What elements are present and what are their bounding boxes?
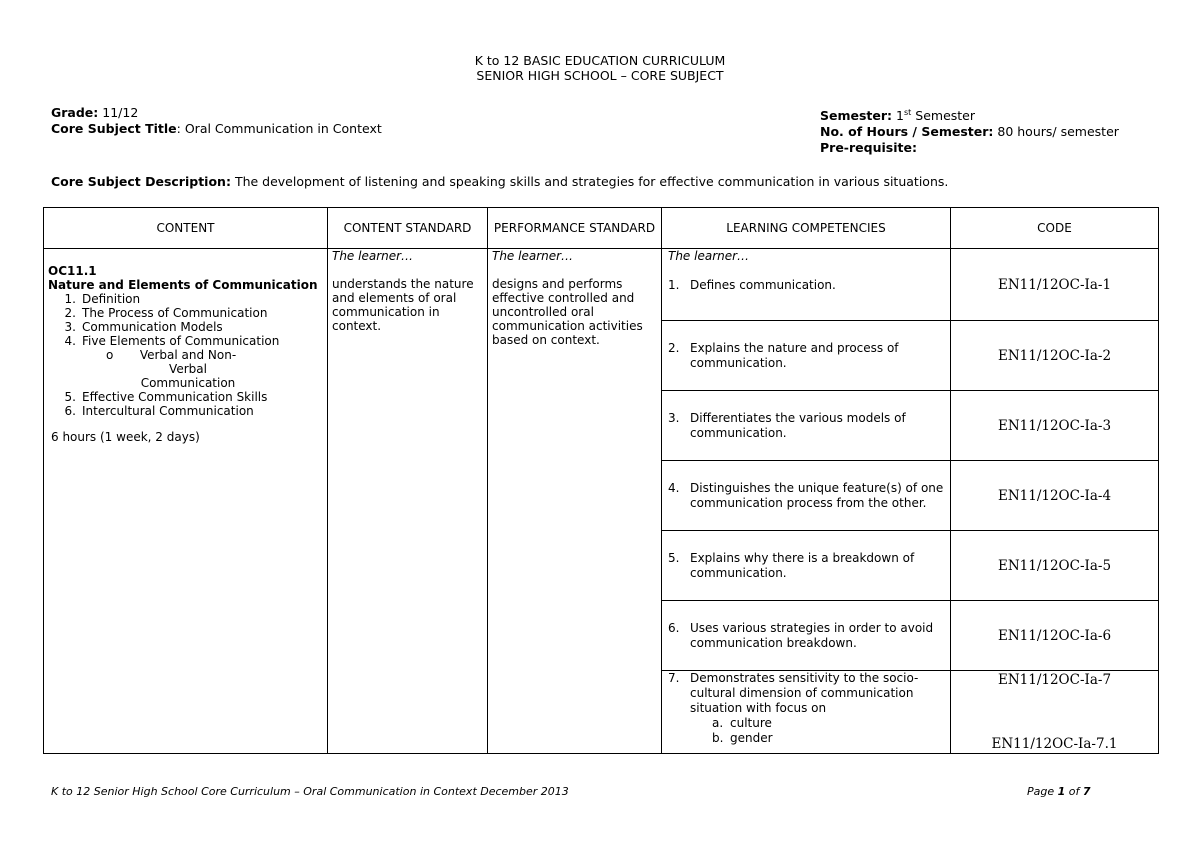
header-content-standard: CONTENT STANDARD [328,208,488,249]
content-cell [44,249,328,754]
semester-word: Semester [915,108,976,124]
competency-sub-item: b. gender [712,731,773,745]
competency-code: EN11/12OC-Ia-5 [951,531,1159,601]
curriculum-subtitle: SENIOR HIGH SCHOOL – CORE SUBJECT [476,68,724,83]
grade-value: 11/12 [102,105,139,120]
competency-cell [662,391,951,461]
competency-item: 6. Uses various strategies in order to avoid communication breakdown. [668,620,934,650]
list-item: 1. Definition [64,292,141,306]
semester-label: Semester: [820,108,893,124]
competency-item: 2. Explains the nature and process of communication. [668,340,899,370]
competency-code: EN11/12OC-Ia-2 [951,321,1159,391]
footer-title: K to 12 Senior High School Core Curriculum – Oral Communication in Context December 2013 [51,785,569,798]
competency-cell [662,671,951,754]
competency-item: 3. Differentiates the various models of communication. [668,410,906,440]
curriculum-table [43,207,1159,754]
grade-label: Grade: [51,105,99,120]
competency-item: 1. Defines communication. [668,278,836,292]
meta-left [51,105,382,137]
subject-title-label: Core Subject Title [51,121,177,136]
description-text: The development of listening and speaking skills and strategies for effective communication in various situations. [234,174,949,189]
competency-cell [662,531,951,601]
list-item: 4. Five Elements of Communication [64,334,280,348]
competency-code-cell [951,671,1159,754]
table-header-row [44,208,1159,249]
prerequisite-label: Pre-requisite: [820,140,917,156]
subject-title-value: : Oral Communication in Context [176,121,382,136]
competency-cell [662,461,951,531]
list-item: 6. Intercultural Communication [64,404,254,418]
competency-code: EN11/12OC-Ia-6 [951,601,1159,671]
document-header [0,53,1200,83]
meta-right [820,105,1119,156]
content-sub-item: o Verbal and Non-Verbal Communication [106,348,237,390]
description-label: Core Subject Description: [51,174,231,189]
competency-item: 4. Distinguishes the unique feature(s) of one communication process from the other. [668,480,944,510]
competency-code: EN11/12OC-Ia-4 [951,461,1159,531]
header-performance-standard: PERFORMANCE STANDARD [488,208,662,249]
competency-item: 7. Demonstrates sensitivity to the socio-cultural dimension of communication situation with focus on [668,671,919,715]
performance-standard-cell [488,249,662,754]
competency-code: EN11/12OC-Ia-3 [951,391,1159,461]
semester-sup: st [903,108,912,117]
table-row [44,249,1159,321]
hours-label: No. of Hours / Semester: [820,124,994,140]
semester-num: 1 [896,108,904,124]
competency-sub-code: EN11/12OC-Ia-7.1 [991,736,1118,752]
content-topic-list [48,292,323,348]
header-code: CODE [951,208,1159,249]
competency-cell [662,321,951,391]
curriculum-title: K to 12 BASIC EDUCATION CURRICULUM [474,53,726,68]
performance-standard-intro: The learner… [492,249,574,263]
header-content: CONTENT [44,208,328,249]
header-learning-competencies: LEARNING COMPETENCIES [662,208,951,249]
content-duration: 6 hours (1 week, 2 days) [51,430,200,444]
content-code: OC11.1 [48,264,97,278]
list-item: 3. Communication Models [64,320,223,334]
competency-code: EN11/12OC-Ia-7 [997,672,1112,688]
content-topic-list-2 [48,390,323,418]
list-item: 5. Effective Communication Skills [64,390,268,404]
competencies-intro: The learner… [668,249,750,263]
performance-standard-text: designs and performs effective controlled and uncontrolled oral communication activities based on context. [492,277,643,347]
content-standard-cell [328,249,488,754]
competency-sub-item: a. culture [712,716,772,730]
content-title: Nature and Elements of Communication [48,278,318,292]
footer-page-number: Page 1 of 7 [1027,785,1091,798]
subject-description [51,174,948,189]
competency-item: 5. Explains why there is a breakdown of communication. [668,550,915,580]
competency-code: EN11/12OC-Ia-1 [951,249,1159,321]
competency-cell [662,601,951,671]
competency-cell [662,249,951,321]
list-item: 2. The Process of Communication [64,306,268,320]
content-standard-intro: The learner… [332,249,414,263]
content-standard-text: understands the nature and elements of oral communication in context. [332,277,474,333]
hours-value: 80 hours/ semester [997,124,1119,140]
